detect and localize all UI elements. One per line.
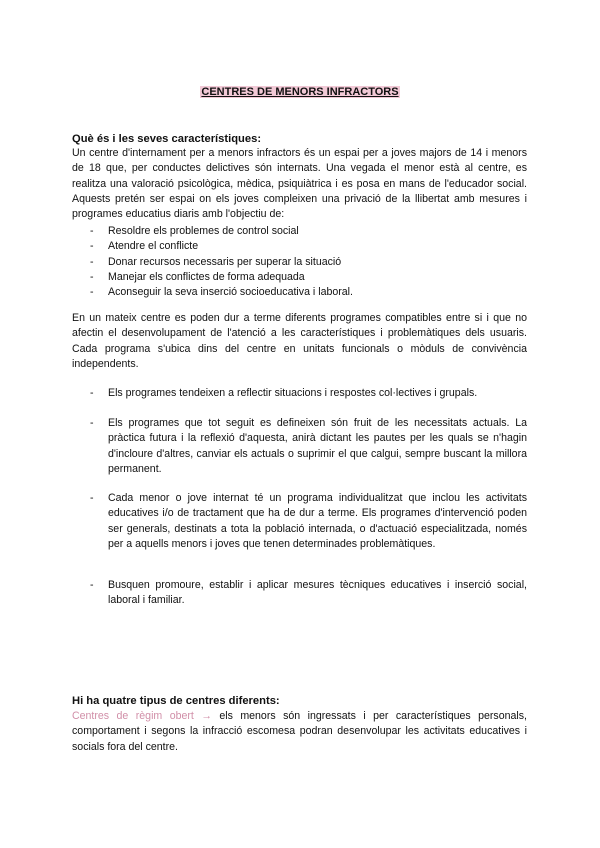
document-title-text: CENTRES DE MENORS INFRACTORS xyxy=(201,86,399,98)
program-point: - Els programes tendeixen a reflectir situacions i respostes col·lectives i grupals. xyxy=(72,386,527,401)
bullet-dash: - xyxy=(90,579,94,591)
programs-paragraph: En un mateix centre es poden dur a terme diferents programes compatibles entre si i que no afectin el desenvolupament de l'atenció a les característiques i problemàtiques dels usuaris. Cada programa s'ubica dins del centre en unitats funcionals o mòduls de convivència independents. xyxy=(72,312,527,370)
intro-paragraph: Un centre d'internament per a menors infractors és un espai per a joves majors de 14 i menors de 18 que, per conductes delictives són internats. Una vegada el menor està al centre, es realitza una valoració psicològica, mèdica, psiquiàtrica i es posa en mans de l'educador social. Aquests pretén ser espai on els joves compleixen una privació de la llibertat amb mesures i programes educatius diaris amb l'objectiu de: xyxy=(72,147,527,221)
bullet-dash: - xyxy=(90,270,94,283)
bullet-dash: - xyxy=(90,492,94,504)
arrow-icon: → xyxy=(201,710,212,722)
centre-type-description: els menors són ingressats i per característiques personals, comportament i segons la infracció escomesa podran desenvolupar les activitats educatives i socials fora del centre. xyxy=(72,710,527,753)
program-point: - Els programes que tot seguit es defineixen són fruit de les necessitats actuals. La pràctica futura i la reflexió d'aquesta, anirà dictant les pautes per les quals se n'hagin d'incloure d'altres, canviar els actuals o suprimir el que calgui, sempre buscant la millora permanent. xyxy=(90,417,527,475)
objective-item: - Manejar els conflictes de forma adequada xyxy=(72,270,527,285)
objective-item: - Atendre el conflicte xyxy=(72,239,527,254)
objective-item: - Aconseguir la seva inserció socioeducativa i laboral. xyxy=(72,285,527,300)
program-point: - Cada menor o jove internat té un programa individualitzat que inclou les activitats educatives i/o de tractament que ha de dur a terme. Els programes d'intervenció poden ser generals, destinats a tota la població internada, o d'actuació especialitzada, només per a aquells menors i joves que tenen determinades problemàtiques. xyxy=(90,492,527,550)
bullet-dash: - xyxy=(90,286,94,299)
section-heading-centre-types: Hi ha quatre tipus de centres diferents: xyxy=(72,695,280,707)
bullet-dash: - xyxy=(90,255,94,268)
bullet-dash: - xyxy=(90,240,94,253)
objective-item: - Resoldre els problemes de control social xyxy=(72,224,527,239)
document-title xyxy=(0,86,600,98)
program-point: - Busquen promoure, establir i aplicar mesures tècniques educatives i inserció social, laboral i familiar. xyxy=(90,579,527,607)
bullet-dash: - xyxy=(90,387,94,399)
objectives-list xyxy=(72,224,527,300)
bullet-dash: - xyxy=(90,417,94,429)
bullet-dash: - xyxy=(90,225,94,237)
centre-type-term: Centres de règim obert xyxy=(72,710,194,722)
objective-item: - Donar recursos necessaris per superar la situació xyxy=(72,255,527,270)
centre-type-paragraph xyxy=(72,709,527,755)
section-heading-characteristics: Què és i les seves característiques: xyxy=(72,133,262,145)
